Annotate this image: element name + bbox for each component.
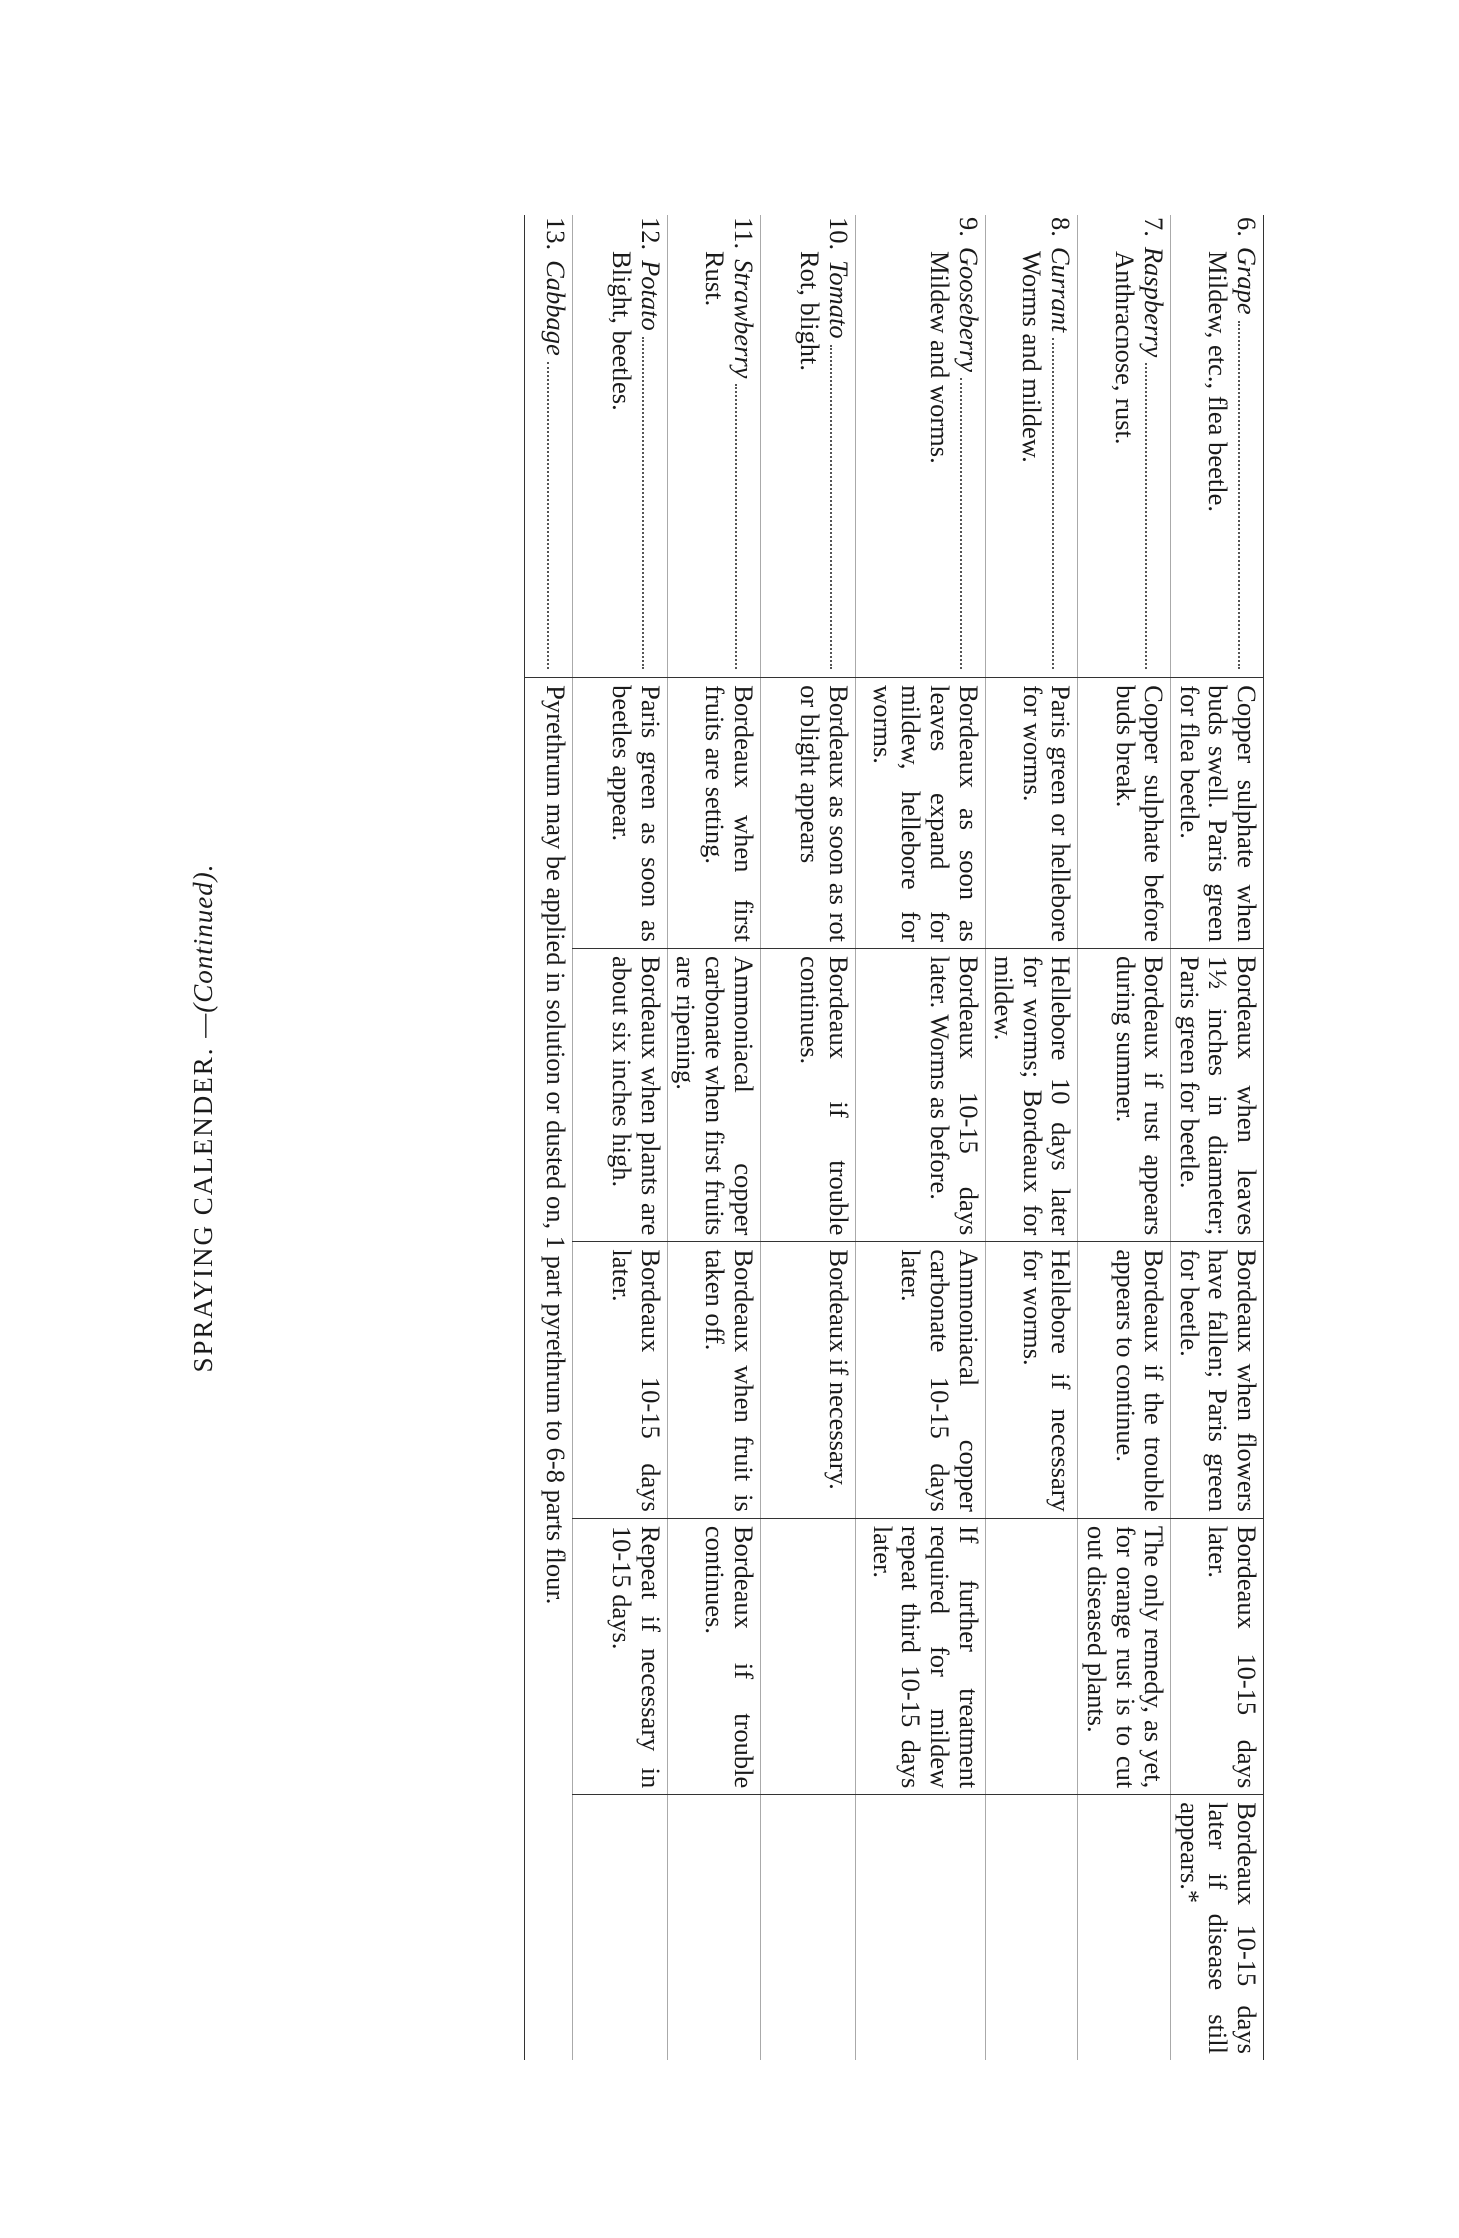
treatment-5-cell (855, 1795, 985, 2060)
crop-cell (667, 215, 760, 678)
table-body (524, 215, 1263, 2060)
page-title-continued: —(Continued). (188, 863, 218, 1038)
table-row (855, 215, 985, 2060)
row-number: 8. (1046, 217, 1077, 237)
ailment-text: Blight, beetles. (606, 251, 637, 411)
treatment-3-cell: Bordeaux if necessary. (760, 1242, 855, 1518)
page-title-main: SPRAYING CALENDER. (188, 1046, 218, 1373)
treatment-4-cell (985, 1518, 1078, 1794)
table-row (524, 215, 572, 2060)
table-row (1171, 215, 1264, 2060)
table-row (985, 215, 1078, 2060)
crop-name: Grape (1232, 246, 1262, 315)
crop-cell (524, 215, 572, 678)
treatment-1-cell: Bordeaux as soon as rot or blight appears (760, 678, 855, 949)
crop-name: Currant (1046, 246, 1077, 333)
treatment-5-cell (572, 1795, 667, 2060)
treatment-5-cell (1078, 1795, 1171, 2060)
treatment-4-cell: Repeat if necessary in 10-15 days. (572, 1518, 667, 1794)
crop-cell (855, 215, 985, 678)
treatment-4-cell: The only remedy, as yet, for orange rust is to cut out diseased plants. (1078, 1518, 1171, 1794)
row-number: 9. (953, 217, 984, 237)
treatment-1-cell: Bordeaux when first fruits are setting. (667, 678, 760, 949)
crop-cell (760, 215, 855, 678)
ailment-text: Rust. (699, 251, 730, 307)
treatment-1-cell: Copper sulphate before buds break. (1078, 678, 1171, 949)
treatment-4-cell: Bordeaux 10-15 days later. (1171, 1518, 1264, 1794)
crop-cell (1171, 215, 1264, 678)
treatment-2-cell: Bordeaux if rust appears during summer. (1078, 948, 1171, 1241)
treatment-2-cell: Ammoniacal copper carbonate when first fruits are ripening. (667, 948, 760, 1241)
crop-name: Gooseberry (953, 246, 984, 372)
crop-name: Raspberry (1139, 246, 1170, 358)
treatment-5-cell (985, 1795, 1078, 2060)
crop-name: Cabbage (540, 260, 571, 356)
leader-dots (1145, 363, 1147, 669)
row-number: 6. (1232, 217, 1262, 237)
leader-dots (642, 337, 644, 669)
leader-dots (735, 384, 737, 669)
crop-cell (572, 215, 667, 678)
row-number: 10. (823, 217, 854, 251)
ailment-text: Mildew and worms. (924, 251, 955, 464)
treatment-5-cell: Bordeaux 10-15 days later if disease still appears.* (1171, 1795, 1264, 2060)
note-cell: Pyrethrum may be applied in solution or dusted on, 1 part pyrethrum to 6-8 parts flour. (524, 678, 572, 2060)
treatment-3-cell: Ammoniacal copper carbonate 10-15 days later. (855, 1242, 985, 1518)
treatment-2-cell: Hellebore 10 days later for worms; Bordeaux for mildew. (985, 948, 1078, 1241)
row-number: 11. (728, 217, 759, 250)
crop-name: Potato (635, 260, 666, 331)
ailment-text: Rot, blight. (794, 251, 825, 372)
crop-cell (985, 215, 1078, 678)
treatment-2-cell: Bordeaux when plants are about six inches high. (572, 948, 667, 1241)
treatment-3-cell: Hellebore if necessary for worms. (985, 1242, 1078, 1518)
treatment-3-cell: Bordeaux when fruit is taken off. (667, 1242, 760, 1518)
treatment-4-cell: If further treatment required for mildew repeat third 10-15 days later. (855, 1518, 985, 1794)
treatment-2-cell: Bordeaux when leaves 1½ inches in diameter; Paris green for beetle. (1171, 948, 1264, 1241)
row-number: 13. (540, 217, 571, 251)
table-row (1078, 215, 1171, 2060)
treatment-5-cell (760, 1795, 855, 2060)
rotated-table-container (264, 215, 1264, 2060)
ailment-text: Anthracnose, rust. (1110, 251, 1141, 445)
table-row (572, 215, 667, 2060)
treatment-3-cell: Bordeaux 10-15 days later. (572, 1242, 667, 1518)
page-title (188, 268, 219, 1968)
leader-dots (960, 378, 962, 669)
leader-dots (547, 362, 549, 669)
crop-cell (1078, 215, 1171, 678)
ailment-text: Worms and mildew. (1017, 251, 1048, 463)
treatment-1-cell: Copper sulphate when buds swell. Paris green for flea beetle. (1171, 678, 1264, 949)
treatment-2-cell: Bordeaux 10-15 days later. Worms as before. (855, 948, 985, 1241)
ailment-text: Mildew, etc., flea beetle. (1203, 251, 1233, 512)
treatment-1-cell: Paris green as soon as beetles appear. (572, 678, 667, 949)
row-number: 7. (1139, 217, 1170, 237)
spraying-calendar-table (524, 215, 1264, 2060)
treatment-5-cell (667, 1795, 760, 2060)
treatment-2-cell: Bordeaux if trouble continues. (760, 948, 855, 1241)
table-row (667, 215, 760, 2060)
row-number: 12. (635, 217, 666, 251)
treatment-3-cell: Bordeaux when flowers have fallen; Paris green for beetle. (1171, 1242, 1264, 1518)
leader-dots (830, 345, 832, 669)
leader-dots (1052, 338, 1054, 669)
crop-name: Tomato (823, 260, 854, 339)
crop-name: Strawberry (728, 259, 759, 379)
table-row (760, 215, 855, 2060)
treatment-3-cell: Bordeaux if the trouble appears to continue. (1078, 1242, 1171, 1518)
treatment-1-cell: Bordeaux as soon as leaves expand for mildew, hellebore for worms. (855, 678, 985, 949)
treatment-4-cell (760, 1518, 855, 1794)
leader-dots (1238, 321, 1240, 670)
treatment-1-cell: Paris green or hellebore for worms. (985, 678, 1078, 949)
treatment-4-cell: Bordeaux if trouble continues. (667, 1518, 760, 1794)
